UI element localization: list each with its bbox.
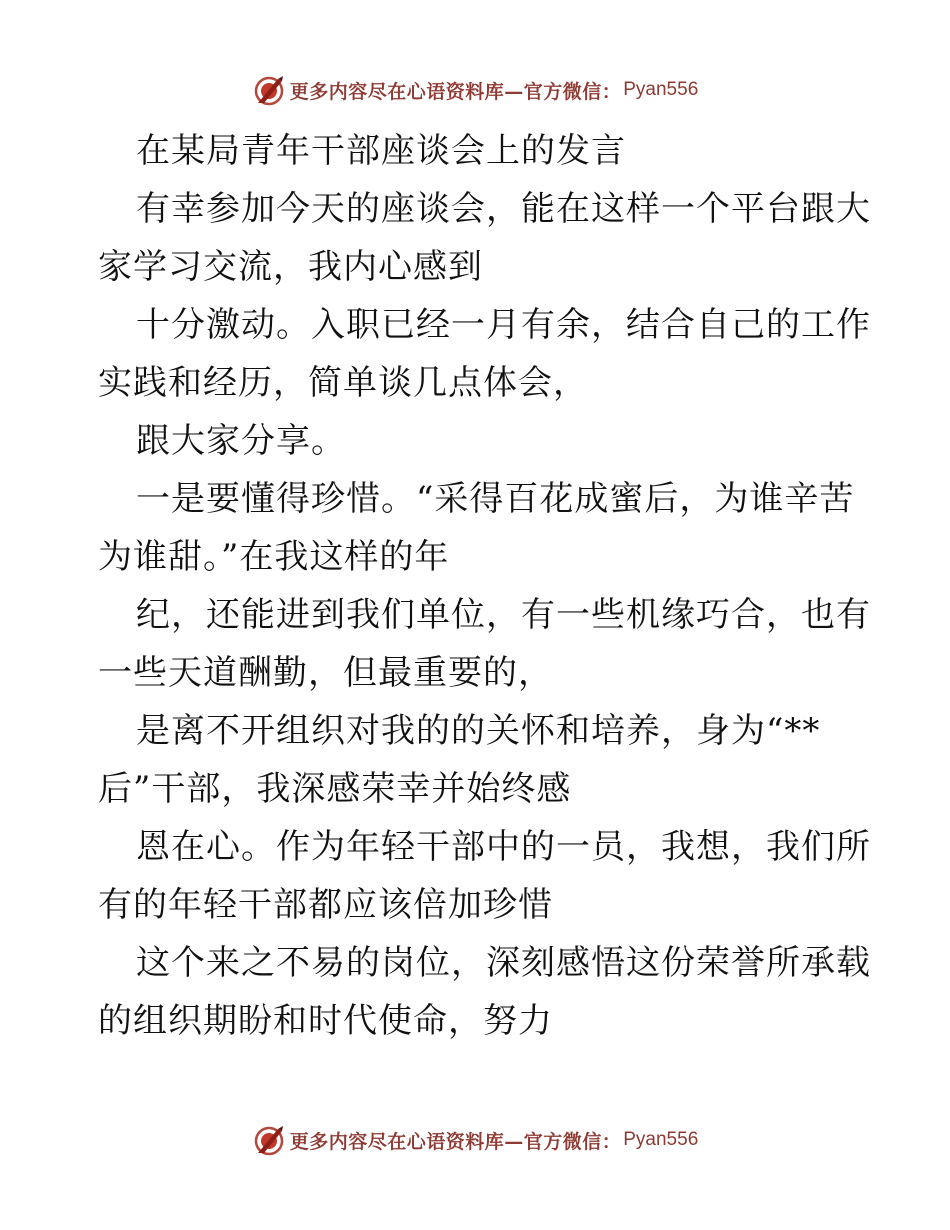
- text-line: 这个来之不易的岗位，深刻感悟这份荣誉所承载: [136, 943, 871, 983]
- text-line: 实践和经历，简单谈几点体会，: [98, 363, 588, 403]
- text-line: 一是要懂得珍惜。“采得百花成蜜后，为谁辛苦: [136, 479, 855, 519]
- text-line: 恩在心。作为年轻干部中的一员，我想，我们所: [136, 827, 871, 867]
- footer-wechat-id: Pyan556: [623, 1129, 699, 1150]
- text-line: 跟大家分享。: [136, 421, 346, 461]
- header-wechat-id: Pyan556: [623, 79, 699, 100]
- header-banner: [0, 70, 950, 110]
- quill-logo-icon: [252, 1123, 286, 1157]
- document-title: 在某局青年干部座谈会上的发言: [136, 131, 626, 171]
- text-line: 有幸参加今天的座谈会，能在这样一个平台跟大: [136, 189, 871, 229]
- quill-logo-icon: [252, 73, 286, 107]
- text-line: 是离不开组织对我的的关怀和培养，身为“**: [136, 711, 821, 751]
- text-line: 纪，还能进到我们单位，有一些机缘巧合，也有: [136, 595, 871, 635]
- text-line: 一些天道酬勤，但最重要的，: [98, 653, 553, 693]
- footer-banner: [0, 1120, 950, 1160]
- text-line: 为谁甜。”在我这样的年: [98, 537, 450, 577]
- footer-banner-text: 更多内容尽在心语资料库—官方微信：: [289, 1130, 622, 1153]
- document-body: [98, 122, 871, 1050]
- text-line: 家学习交流，我内心感到: [98, 247, 483, 287]
- text-line: 十分激动。入职已经一月有余，结合自己的工作: [136, 305, 871, 345]
- text-line: 有的年轻干部都应该倍加珍惜: [98, 885, 553, 925]
- text-line: 的组织期盼和时代使命，努力: [98, 1001, 553, 1041]
- text-line: 后”干部，我深感荣幸并始终感: [98, 769, 572, 809]
- header-banner-text: 更多内容尽在心语资料库—官方微信：: [289, 80, 622, 103]
